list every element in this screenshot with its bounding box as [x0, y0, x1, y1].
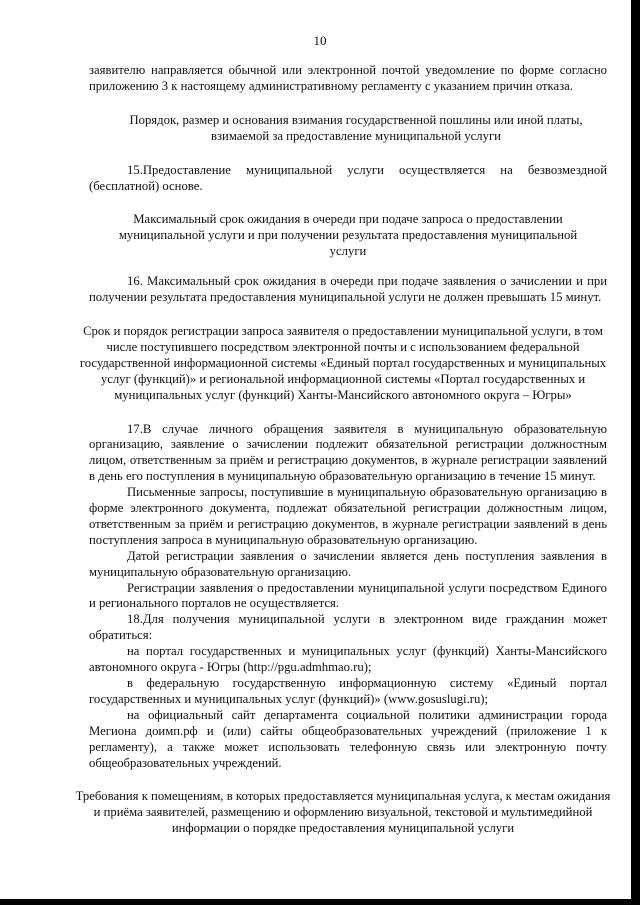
scan-border-bottom	[0, 899, 640, 905]
page-number: 10	[313, 33, 327, 48]
paragraph-refusal-notice: заявителю направляется обычной или электронной почтой уведомление по форме согласно приложению 3 к настоящему административному регламенту с указанием причин отказа.	[89, 63, 607, 93]
document-body	[75, 63, 611, 837]
paragraph-portal-registration: Регистрации заявления о предоставлении муниципальной услуги посредством Единого и регионального порталов не осуществляется.	[89, 580, 607, 611]
paragraph-registration-date: Датой регистрации заявления о зачислении является день поступления заявления в муниципальную образовательную организацию.	[89, 548, 607, 579]
paragraph-17-personal-request: 17.В случае личного обращения заявителя в муниципальную образовательную организацию, заявление о зачислении подлежит обязательной регистрации должностным лицом, ответственным за приём и регистрацию документов, в журнале регистрации заявлений в день его поступления в муниципальную образовательную организацию в течение 15 минут.	[89, 421, 607, 484]
list-item-federal-portal: в федеральную государственную информационную систему «Единый портал государственных и муниципальных услуг (функций)» (www.gosuslugi.ru);	[89, 676, 607, 706]
paragraph-18-electronic: 18.Для получения муниципальной услуги в электронном виде гражданин может обратиться:	[89, 612, 607, 643]
paragraph-written-requests: Письменные запросы, поступившие в муниципальную образовательную организацию в форме электронного документа, подлежат обязательной регистрации должностным лицом, ответственным за приём и регистрацию документов, в журнале регистрации заявлений в день поступления запроса в муниципальную образовательную организацию.	[89, 485, 607, 547]
section-heading-queue-time: Максимальный срок ожидания в очереди при подаче запроса о предоставлении муниципальной услуги и при получении результата предоставления муниципальной услуги	[118, 212, 578, 259]
section-heading-registration: Срок и порядок регистрации запроса заявителя о предоставлении муниципальной услуги, в том числе поступившего посредством электронной почты и с использованием федеральной государственной информационной системы «Единый портал государственных и муниципальных услуг (функций)» и региональной информационной системы «Портал государственных и муниципальных услуг (функций) Ханты-Мансийского автономного округа – Югры»	[79, 323, 607, 402]
list-item-department-site: на официальный сайт департамента социальной политики администрации города Мегиона доимп.рф и (или) сайты общеобразовательных учреждений (приложение 1 к регламенту), а также может использовать телефонную связь или электронную почту общеобразовательных учреждений.	[89, 707, 607, 770]
paragraph-15-free-service: 15.Предоставление муниципальной услуги осуществляется на безвозмездной (бесплатной) основе.	[89, 162, 607, 193]
paragraph-16-queue-time: 16. Максимальный срок ожидания в очереди при подаче заявления о зачислении и при получении результата предоставления муниципальной услуги не должен превышать 15 минут.	[89, 274, 607, 305]
section-heading-premises: Требования к помещениям, в которых предоставляется муниципальная услуга, к местам ожидания и приёма заявителей, размещению и оформлению визуальной, текстовой и мультимедийной информации о порядке предоставления муниципальной услуги	[75, 789, 611, 836]
section-heading-fees: Порядок, размер и основания взимания государственной пошлины или иной платы, взимаемой за предоставление муниципальной услуги	[129, 112, 583, 143]
scan-border-right	[631, 0, 640, 905]
list-item-regional-portal: на портал государственных и муниципальных услуг (функций) Ханты-Мансийского автономного округа - Югры (http://pgu.admhmao.ru);	[89, 644, 607, 675]
